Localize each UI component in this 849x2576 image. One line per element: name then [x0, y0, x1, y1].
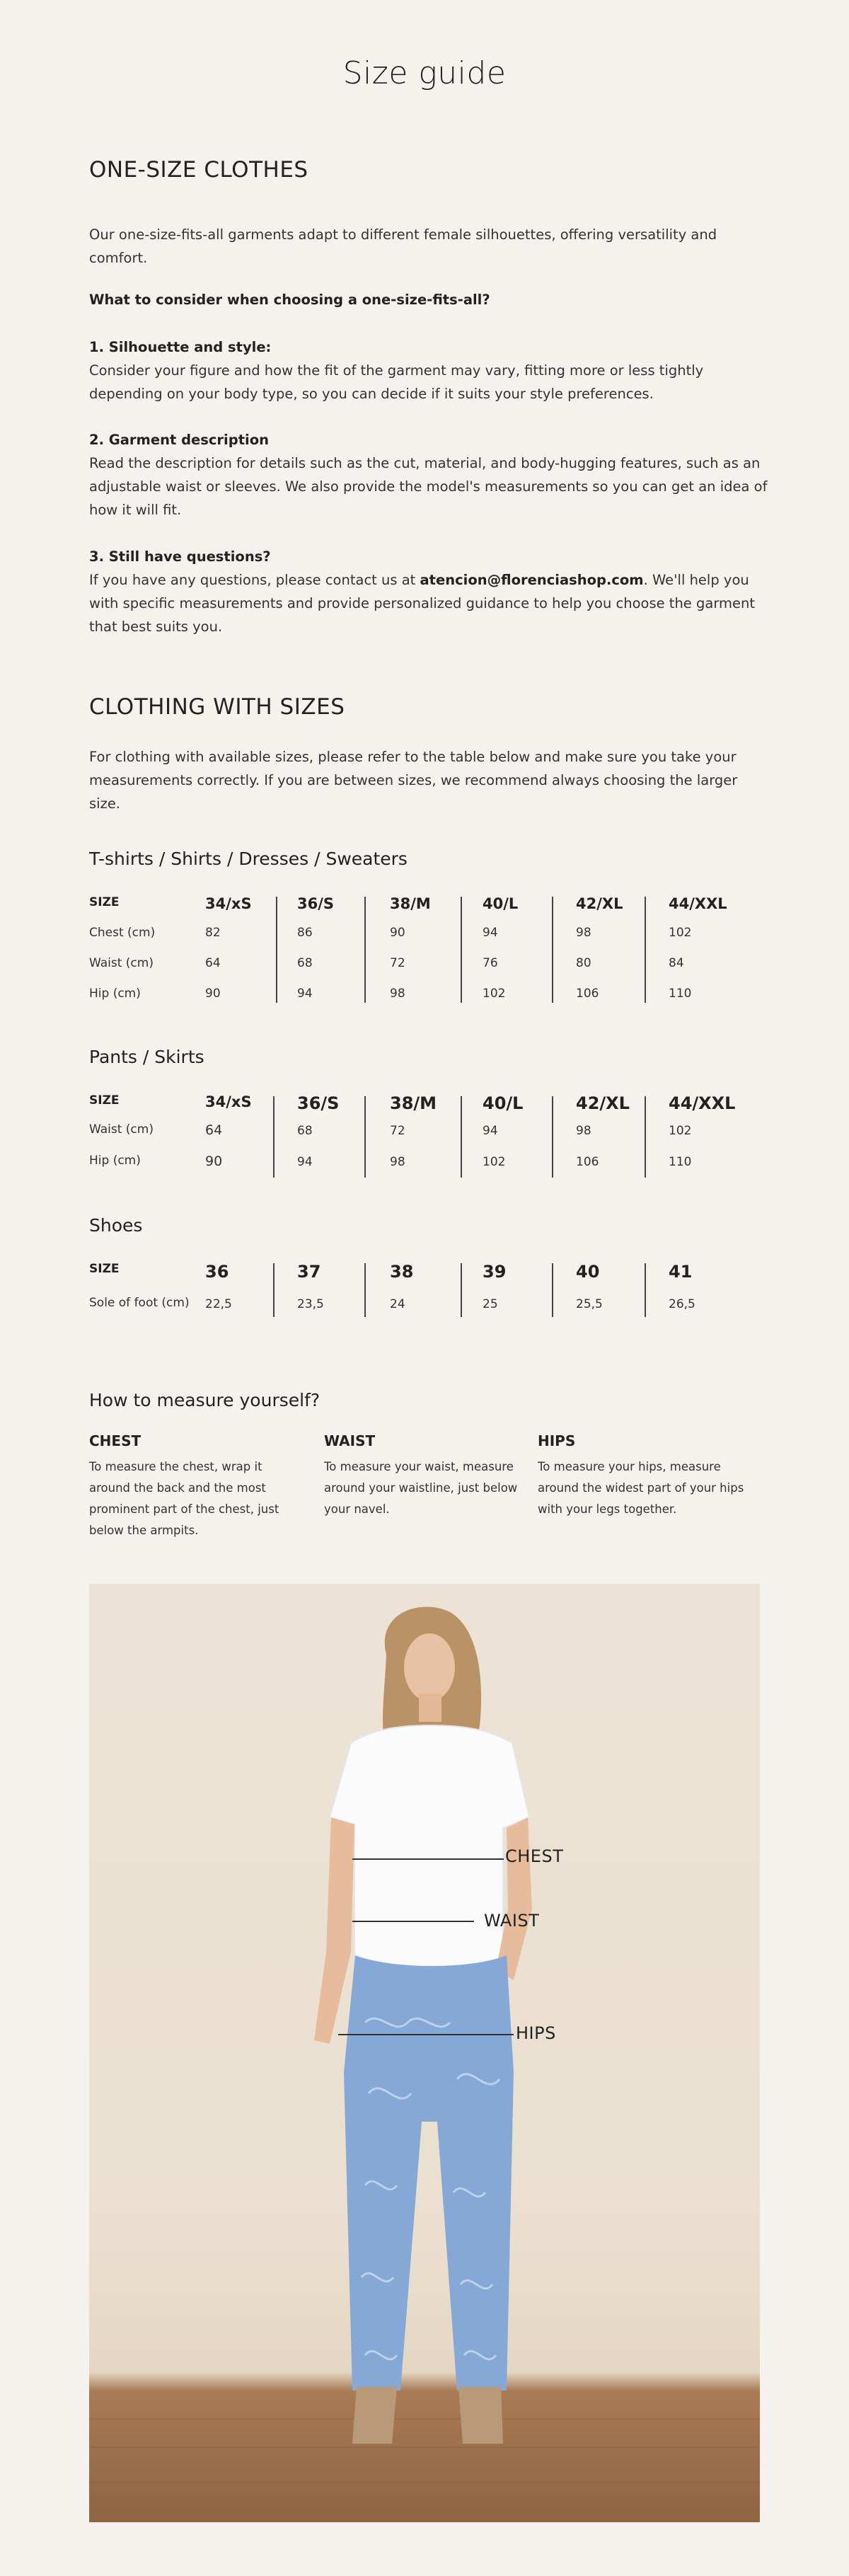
point-2-title: 2. Garment description: [89, 432, 269, 448]
column-divider: [364, 1263, 366, 1317]
table-header-row: [89, 1262, 760, 1296]
row-value: 68: [297, 1124, 313, 1138]
row-value: 80: [576, 956, 591, 970]
table-row: [89, 956, 760, 987]
with-sizes-heading: CLOTHING WITH SIZES: [89, 694, 345, 720]
size-col: 38/M: [390, 1093, 437, 1113]
size-col: 34/xS: [205, 895, 252, 912]
row-value: 94: [297, 1155, 313, 1169]
column-divider: [364, 1096, 366, 1178]
row-value: 110: [669, 1155, 692, 1169]
measure-chest: [89, 1432, 294, 1541]
size-col: 38: [390, 1262, 414, 1282]
row-value: 72: [390, 1124, 405, 1138]
waist-label: WAIST: [484, 1911, 540, 1931]
measure-waist: [324, 1432, 536, 1520]
table-shoes: [89, 1262, 760, 1326]
table-row: [89, 987, 760, 1017]
column-divider: [552, 1096, 553, 1178]
measure-waist-title: WAIST: [324, 1432, 376, 1449]
measure-hips: [538, 1432, 760, 1520]
chest-label: CHEST: [505, 1846, 564, 1866]
one-size-intro: Our one-size-fits-all garments adapt to different female silhouettes, offering versatility and comfort.: [89, 226, 717, 266]
row-value: 86: [297, 926, 313, 940]
row-label: Waist (cm): [89, 1122, 154, 1137]
row-value: 72: [390, 956, 405, 970]
row-label: Hip (cm): [89, 1154, 141, 1168]
size-header: SIZE: [89, 1093, 120, 1108]
row-label: Hip (cm): [89, 987, 141, 1001]
column-divider: [276, 897, 277, 1003]
row-value: 102: [483, 1155, 506, 1169]
row-value: 25,5: [576, 1297, 603, 1311]
row-value: 106: [576, 1155, 599, 1169]
row-value: 76: [483, 956, 498, 970]
size-header: SIZE: [89, 1262, 120, 1276]
row-label: Chest (cm): [89, 926, 156, 940]
size-col: 40/L: [483, 895, 519, 912]
column-divider: [364, 897, 366, 1003]
point-1-text: Consider your figure and how the fit of the garment may vary, fitting more or less tightly depending on your body type, so you can decide if it suits your style preferences.: [89, 362, 704, 402]
hips-label: HIPS: [516, 2023, 556, 2043]
size-col: 34/xS: [205, 1093, 252, 1110]
row-value: 110: [669, 987, 692, 1001]
size-col: 40: [576, 1262, 600, 1282]
measure-hips-title: HIPS: [538, 1432, 576, 1449]
table-row: [89, 926, 760, 956]
row-value: 22,5: [205, 1297, 232, 1311]
size-col: 36/S: [297, 895, 335, 912]
table-shoes-title: Shoes: [89, 1215, 143, 1236]
row-value: 102: [669, 1124, 692, 1138]
table-header-row: [89, 1093, 760, 1124]
point-1-title: 1. Silhouette and style:: [89, 339, 272, 355]
table-pants-title: Pants / Skirts: [89, 1047, 204, 1067]
measure-waist-text: To measure your waist, measure around your waistline, just below your navel.: [324, 1460, 518, 1516]
page-title: Size guide: [342, 55, 507, 91]
measure-heading: How to measure yourself?: [89, 1390, 320, 1410]
floor: [89, 2419, 760, 2483]
size-col: 44/XXL: [669, 1093, 736, 1113]
column-divider: [273, 1096, 275, 1178]
point-3-text-before: If you have any questions, please contact us at: [89, 572, 420, 588]
table-row: [89, 1155, 760, 1185]
point-2-text: Read the description for details such as the cut, material, and body-hugging features, such as an adjustable waist or sleeves. We also provide the model's measurements so you can get an idea of how it will fit.: [89, 455, 768, 518]
size-col: 40/L: [483, 1093, 524, 1113]
size-col: 42/XL: [576, 1093, 630, 1113]
model-measurement-image: [89, 1584, 760, 2522]
measure-chest-text: To measure the chest, wrap it around the back and the most prominent part of the chest, just below the armpits.: [89, 1460, 279, 1537]
row-label: Sole of foot (cm): [89, 1296, 190, 1310]
table-pants: [89, 1093, 760, 1185]
point-3-text-after: . We'll help you with specific measurements and provide personalized guidance to help you choose the garment that best suits you.: [89, 572, 755, 635]
column-divider: [645, 1096, 646, 1178]
table-header-row: [89, 895, 760, 926]
row-value: 23,5: [297, 1297, 324, 1311]
size-col: 41: [669, 1262, 693, 1282]
one-size-question: What to consider when choosing a one-size-fits-all?: [89, 292, 490, 308]
with-sizes-intro: For clothing with available sizes, please refer to the table below and make sure you take your measurements correctly. If you are between sizes, we recommend always choosing the larger size.: [89, 749, 738, 812]
row-label: Waist (cm): [89, 956, 154, 970]
size-header: SIZE: [89, 895, 120, 909]
row-value: 102: [669, 926, 692, 940]
size-col: 36/S: [297, 1093, 340, 1113]
row-value: 68: [297, 956, 313, 970]
model-illustration: [89, 1584, 760, 2522]
row-value: 94: [483, 1124, 498, 1138]
one-size-heading: ONE-SIZE CLOTHES: [89, 157, 308, 183]
column-divider: [552, 897, 553, 1003]
measure-hips-text: To measure your hips, measure around the widest part of your hips with your legs together.: [538, 1460, 744, 1516]
size-col: 39: [483, 1262, 507, 1282]
row-value: 25: [483, 1297, 498, 1311]
size-col: 42/XL: [576, 895, 623, 912]
size-col: 37: [297, 1262, 321, 1282]
row-value: 84: [669, 956, 684, 970]
row-value: 24: [390, 1297, 405, 1311]
column-divider: [645, 1263, 646, 1317]
contact-email-link[interactable]: atencion@florenciashop.com: [420, 572, 644, 588]
column-divider: [461, 1263, 462, 1317]
point-3-text: [89, 568, 768, 638]
row-value: 106: [576, 987, 599, 1001]
size-col: 36: [205, 1262, 229, 1282]
point-3-title: 3. Still have questions?: [89, 548, 271, 565]
table-row: [89, 1124, 760, 1155]
size-col: 44/XXL: [669, 895, 727, 912]
row-value: 90: [390, 926, 405, 940]
column-divider: [273, 1263, 275, 1317]
row-value: 82: [205, 926, 221, 940]
row-value: 94: [297, 987, 313, 1001]
column-divider: [461, 1096, 462, 1178]
row-value: 98: [576, 1124, 591, 1138]
table-tshirts: [89, 895, 760, 1017]
row-value: 102: [483, 987, 506, 1001]
row-value: 98: [576, 926, 591, 940]
row-value: 94: [483, 926, 498, 940]
row-value: 98: [390, 1155, 405, 1169]
row-value: 90: [205, 1154, 223, 1169]
size-col: 38/M: [390, 895, 431, 912]
table-tshirts-title: T-shirts / Shirts / Dresses / Sweaters: [89, 849, 408, 869]
row-value: 64: [205, 1122, 223, 1138]
column-divider: [645, 897, 646, 1003]
column-divider: [552, 1263, 553, 1317]
row-value: 98: [390, 987, 405, 1001]
column-divider: [461, 897, 462, 1003]
row-value: 26,5: [669, 1297, 695, 1311]
row-value: 90: [205, 987, 221, 1001]
row-value: 64: [205, 956, 221, 970]
table-row: [89, 1296, 760, 1326]
measure-chest-title: CHEST: [89, 1432, 142, 1449]
